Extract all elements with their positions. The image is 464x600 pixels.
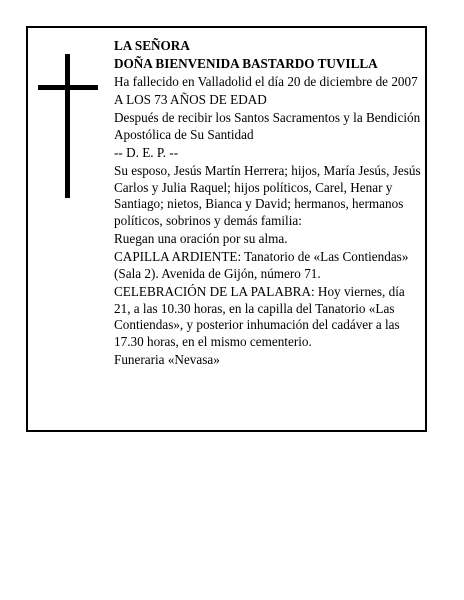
family-line: Su esposo, Jesús Martín Herrera; hijos, María Jesús, Jesús Carlos y Julia Raquel; hijos políticos, Carel, Henar y Santiago; nietos, Bianca y David; hermanos, hermanos políticos, sobrinos y demás familia: <box>114 162 421 229</box>
funeral-home: Funeraria «Nevasa» <box>114 352 220 368</box>
notice-heading: LA SEÑORA <box>114 38 190 53</box>
death-info: Ha fallecido en Valladolid el día 20 de diciembre de 2007 <box>114 73 418 89</box>
prayer-request: Ruegan una oración por su alma. <box>114 231 288 247</box>
age-line: A LOS 73 AÑOS DE EDAD <box>114 91 267 107</box>
ceremony-info: CELEBRACIÓN DE LA PALABRA: Hoy viernes, día 21, a las 10.30 horas, en la capilla del Tanatorio «Las Contiendas», y posterior inhumación del cadáver a las 17.30 horas, en el mismo cementerio. <box>114 283 405 350</box>
cross-horizontal-bar <box>38 85 98 90</box>
notice-text <box>114 38 422 370</box>
cross-vertical-bar <box>65 54 70 198</box>
rip-line: -- D. E. P. -- <box>114 144 179 160</box>
cross-icon <box>38 54 98 198</box>
sacraments-line: Después de recibir los Santos Sacramentos y la Bendición Apostólica de Su Santidad <box>114 109 421 142</box>
chapel-info: CAPILLA ARDIENTE: Tanatorio de «Las Contiendas» (Sala 2). Avenida de Gijón, número 71. <box>114 249 409 281</box>
deceased-name: DOÑA BIENVENIDA BASTARDO TUVILLA <box>114 55 378 71</box>
